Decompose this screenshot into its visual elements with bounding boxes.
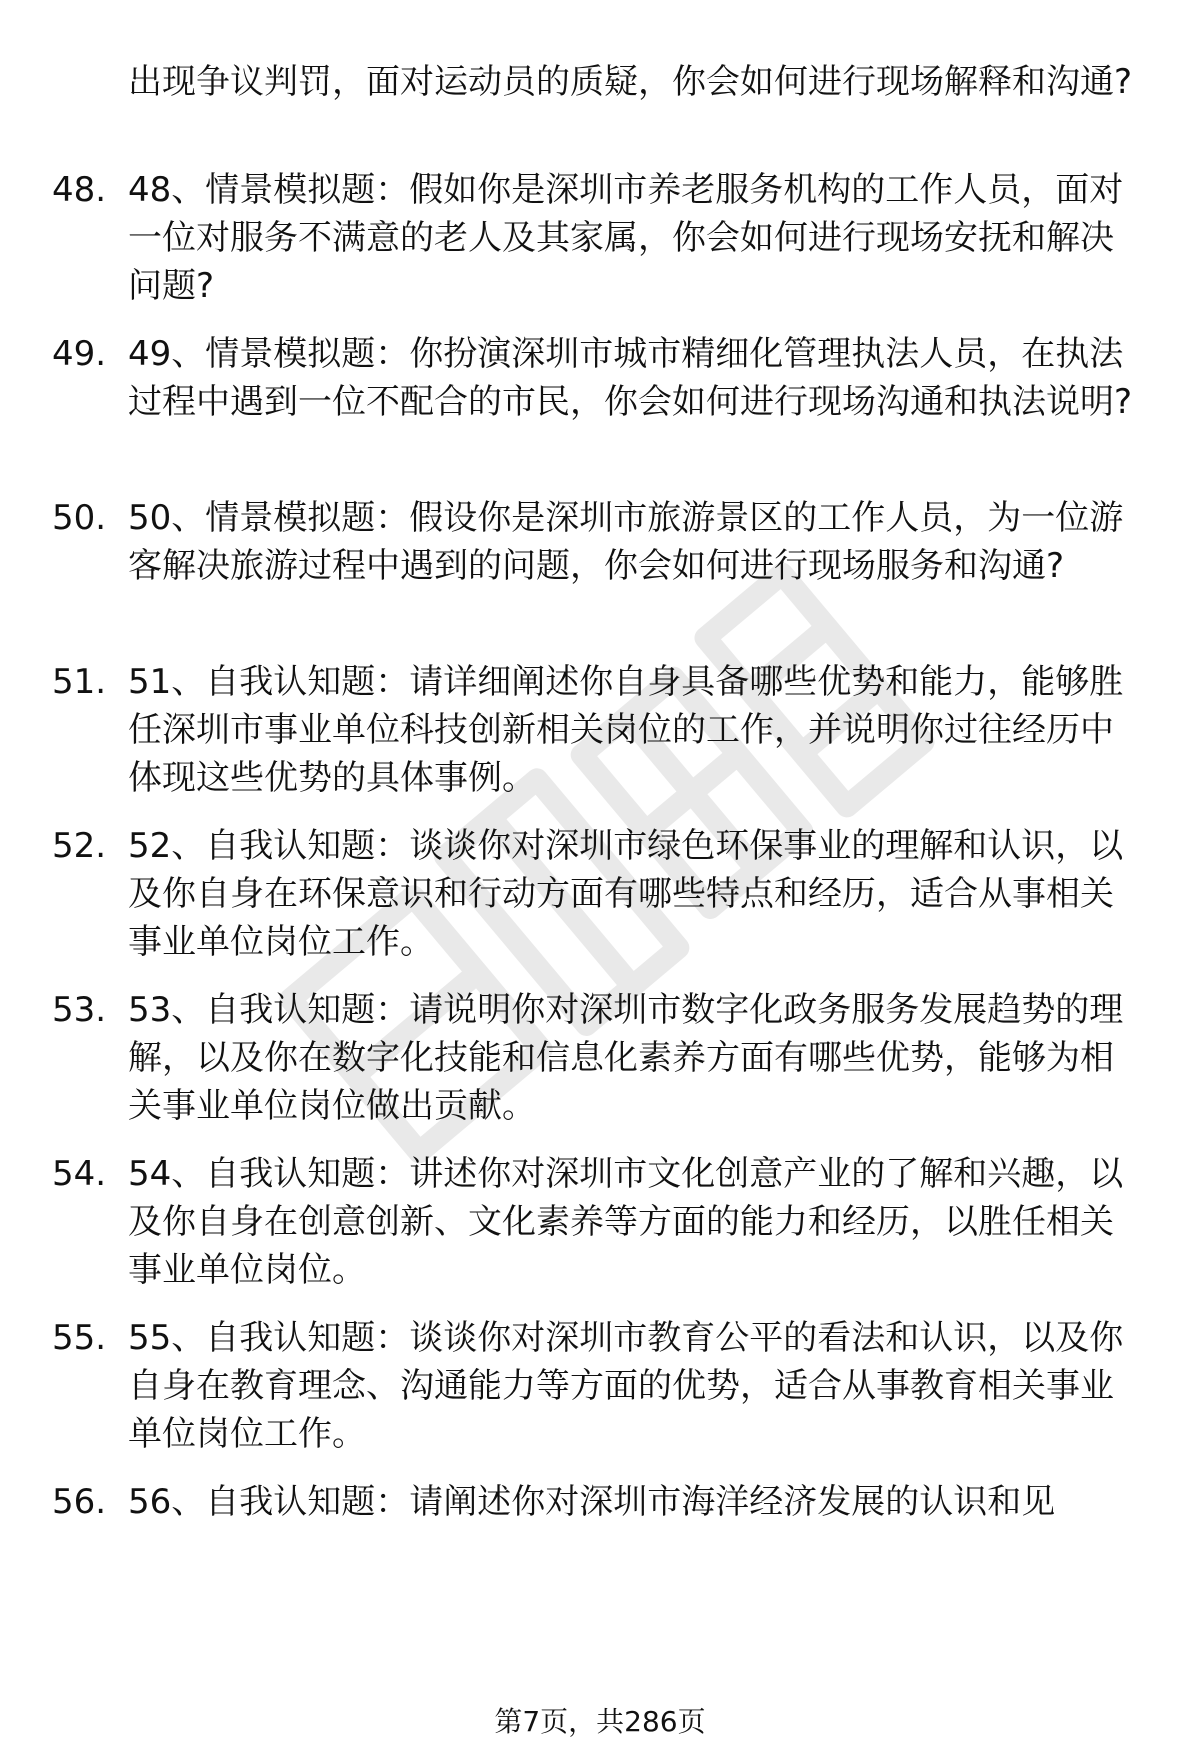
item-text: 53、自我认知题：请说明你对深圳市数字化政务服务发展趋势的理解，以及你在数字化技能和信息化素养方面有哪些优势，能够为相关事业单位岗位做出贡献。	[128, 990, 1124, 1126]
item-number: 53.	[52, 990, 107, 1030]
item-number: 52.	[52, 826, 107, 866]
item-number: 55.	[52, 1318, 107, 1358]
continuation-paragraph: 出现争议判罚，面对运动员的质疑，你会如何进行现场解释和沟通?	[128, 62, 1133, 102]
item-text: 52、自我认知题：谈谈你对深圳市绿色环保事业的理解和认识，以及你自身在环保意识和行动方面有哪些特点和经历，适合从事相关事业单位岗位工作。	[128, 826, 1124, 962]
item-text: 50、情景模拟题：假设你是深圳市旅游景区的工作人员，为一位游客解决旅游过程中遇到的问题，你会如何进行现场服务和沟通?	[128, 498, 1124, 586]
item-text: 56、自我认知题：请阐述你对深圳市海洋经济发展的认识和见	[128, 1482, 1056, 1522]
item-text: 55、自我认知题：谈谈你对深圳市教育公平的看法和认识，以及你自身在教育理念、沟通能力等方面的优势，适合从事教育相关事业单位岗位工作。	[128, 1318, 1124, 1454]
item-text: 54、自我认知题：讲述你对深圳市文化创意产业的了解和兴趣，以及你自身在创意创新、文化素养等方面的能力和经历，以胜任相关事业单位岗位。	[128, 1154, 1124, 1290]
item-number: 54.	[52, 1154, 107, 1194]
item-number: 56.	[52, 1482, 107, 1522]
page-footer: 第7页，共286页	[494, 1705, 706, 1738]
item-number: 49.	[52, 334, 107, 374]
item-text: 49、情景模拟题：你扮演深圳市城市精细化管理执法人员，在执法过程中遇到一位不配合的市民，你会如何进行现场沟通和执法说明?	[128, 334, 1133, 422]
item-number: 50.	[52, 498, 107, 538]
item-text: 51、自我认知题：请详细阐述你自身具备哪些优势和能力，能够胜任深圳市事业单位科技创新相关岗位的工作，并说明你过往经历中体现这些优势的具体事例。	[128, 662, 1124, 798]
item-number: 51.	[52, 662, 107, 702]
item-text: 48、情景模拟题：假如你是深圳市养老服务机构的工作人员，面对一位对服务不满意的老人及其家属，你会如何进行现场安抚和解决问题?	[128, 170, 1124, 306]
item-number: 48.	[52, 170, 107, 210]
